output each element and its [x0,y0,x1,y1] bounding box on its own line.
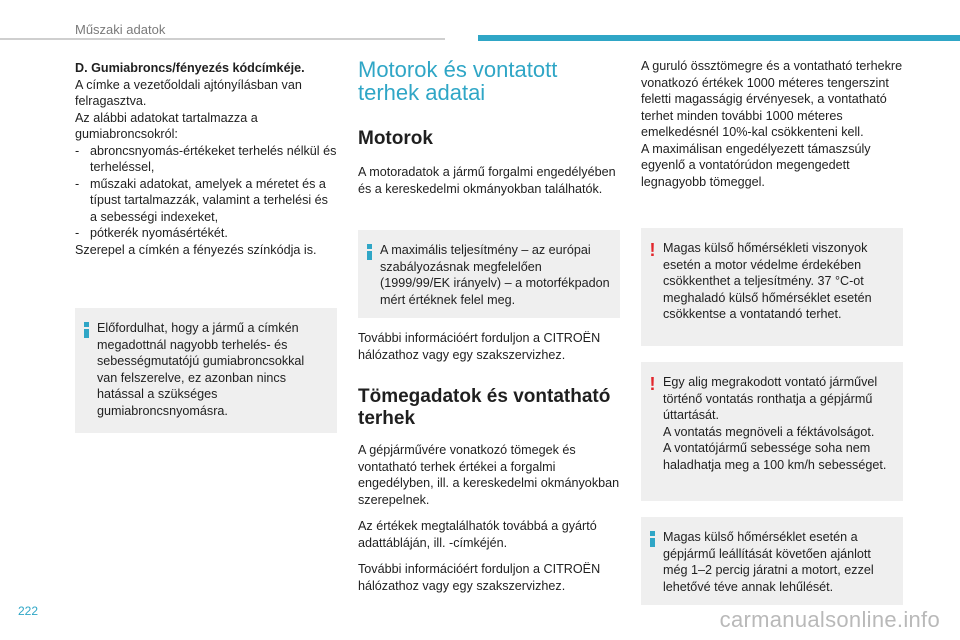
warning-box [641,228,903,346]
column-left [75,60,337,433]
list-item: - pótkerék nyomásértékét. [75,225,337,242]
list-item: - abroncsnyomás-értékeket terhelés nélkül és terheléssel, [75,143,337,176]
weights-paragraph: A gépjárművére vonatkozó tömegek és vontatható terhek értékei a forgalmi engedélyben, ill. a kereskedelmi okmányokban szerepelnek. [358,443,620,507]
info-text: Magas külső hőmérséklet esetén a gépjármű leállítását követően ajánlott még 1–2 percig járatni a motort, ezzel lehetővé téve annak lehűlését. [663,530,874,594]
info-icon [365,244,374,260]
tire-label-paragraph: A címke a vezetőoldali ajtónyílásban van felragasztva. [75,77,302,108]
info-box [358,230,620,318]
header-accent-bar [478,35,960,41]
info-icon [648,531,657,547]
info-text: A maximális teljesítmény – az európai szabályozásnak megfelelően (1999/99/EK irányelv) – a motorfékpadon mért értéknek felel meg. [380,243,610,307]
header-title: Műszaki adatok [75,22,166,37]
contact-paragraph: További információért forduljon a CITROËN hálózathoz vagy egy szakszervizhez. [358,562,601,593]
heading-engines: Motorok [358,128,433,149]
tire-data-list [75,143,337,242]
contact-paragraph: További információért forduljon a CITROËN hálózathoz vagy egy szakszervizhez. [358,331,601,362]
warning-text: Egy alig megrakodott vontató járművel történő vontatás ronthatja a gépjármű úttartását. [663,375,878,422]
column-right [641,58,903,605]
info-text: Előfordulhat, hogy a jármű a címkén megadottnál nagyobb terhelés- és sebességmutatójú gumiabroncsokkal van felszerelve, ez azonban nincs hatással a szükséges gumiabroncsnyomásra. [97,321,305,418]
warning-icon: ! [649,374,656,394]
watermark: carmanualsonline.info [719,607,940,632]
info-box [75,308,337,433]
page-number: 222 [18,604,39,618]
info-icon [82,322,91,338]
warning-text: Magas külső hőmérsékleti viszonyok esetén a motor védelme érdekében csökkenthet a teljesítmény. 37 °C-ot meghaladó külső hőmérséklet esetén csökkentse a vontatandó terhet. [663,241,872,321]
section-title: Motorok és vontatott terhek adatai [358,57,558,105]
warning-icon: ! [649,240,656,260]
weights-paragraph: Az értékek megtalálhatók továbbá a gyártó adattábláján, ill. -címkéjén. [358,519,597,550]
weights-note-paragraph: A guruló össztömegre és a vontatható terhekre vonatkozó értékek 1000 méteres tengerszint feletti magasságig érvényesek, a vontatható terhet minden további 1000 méteres emelkedésnél 10%-kal csökkenteni kell. [641,59,903,139]
tire-label-paragraph: Az alábbi adatokat tartalmazza a gumiabroncsokról: [75,110,258,141]
header-divider [0,38,445,40]
tire-label-paragraph: Szerepel a címkén a fényezés színkódja is. [75,242,317,257]
warning-text: A vontatójármű sebessége soha nem haladhatja meg a 100 km/h sebességet. [663,441,887,472]
weights-note-paragraph: A maximálisan engedélyezett támaszsúly egyenlő a vontatórúdon megengedett legnagyobb tömeggel. [641,141,871,189]
warning-text: A vontatás megnöveli a féktávolságot. [663,424,875,439]
list-item: - műszaki adatokat, amelyek a méretet és a típust tartalmazzák, valamint a terhelési és a sebességi indexeket, [75,176,337,226]
info-box [641,517,903,605]
engines-paragraph: A motoradatok a jármű forgalmi engedélyében és a kereskedelmi okmányokban találhatók. [358,165,616,196]
column-middle [358,58,620,594]
warning-box [641,362,903,501]
heading-weights: Tömegadatok és vontatható terhek [358,386,611,429]
tire-label-title: D. Gumiabroncs/fényezés kódcímkéje. [75,61,305,75]
